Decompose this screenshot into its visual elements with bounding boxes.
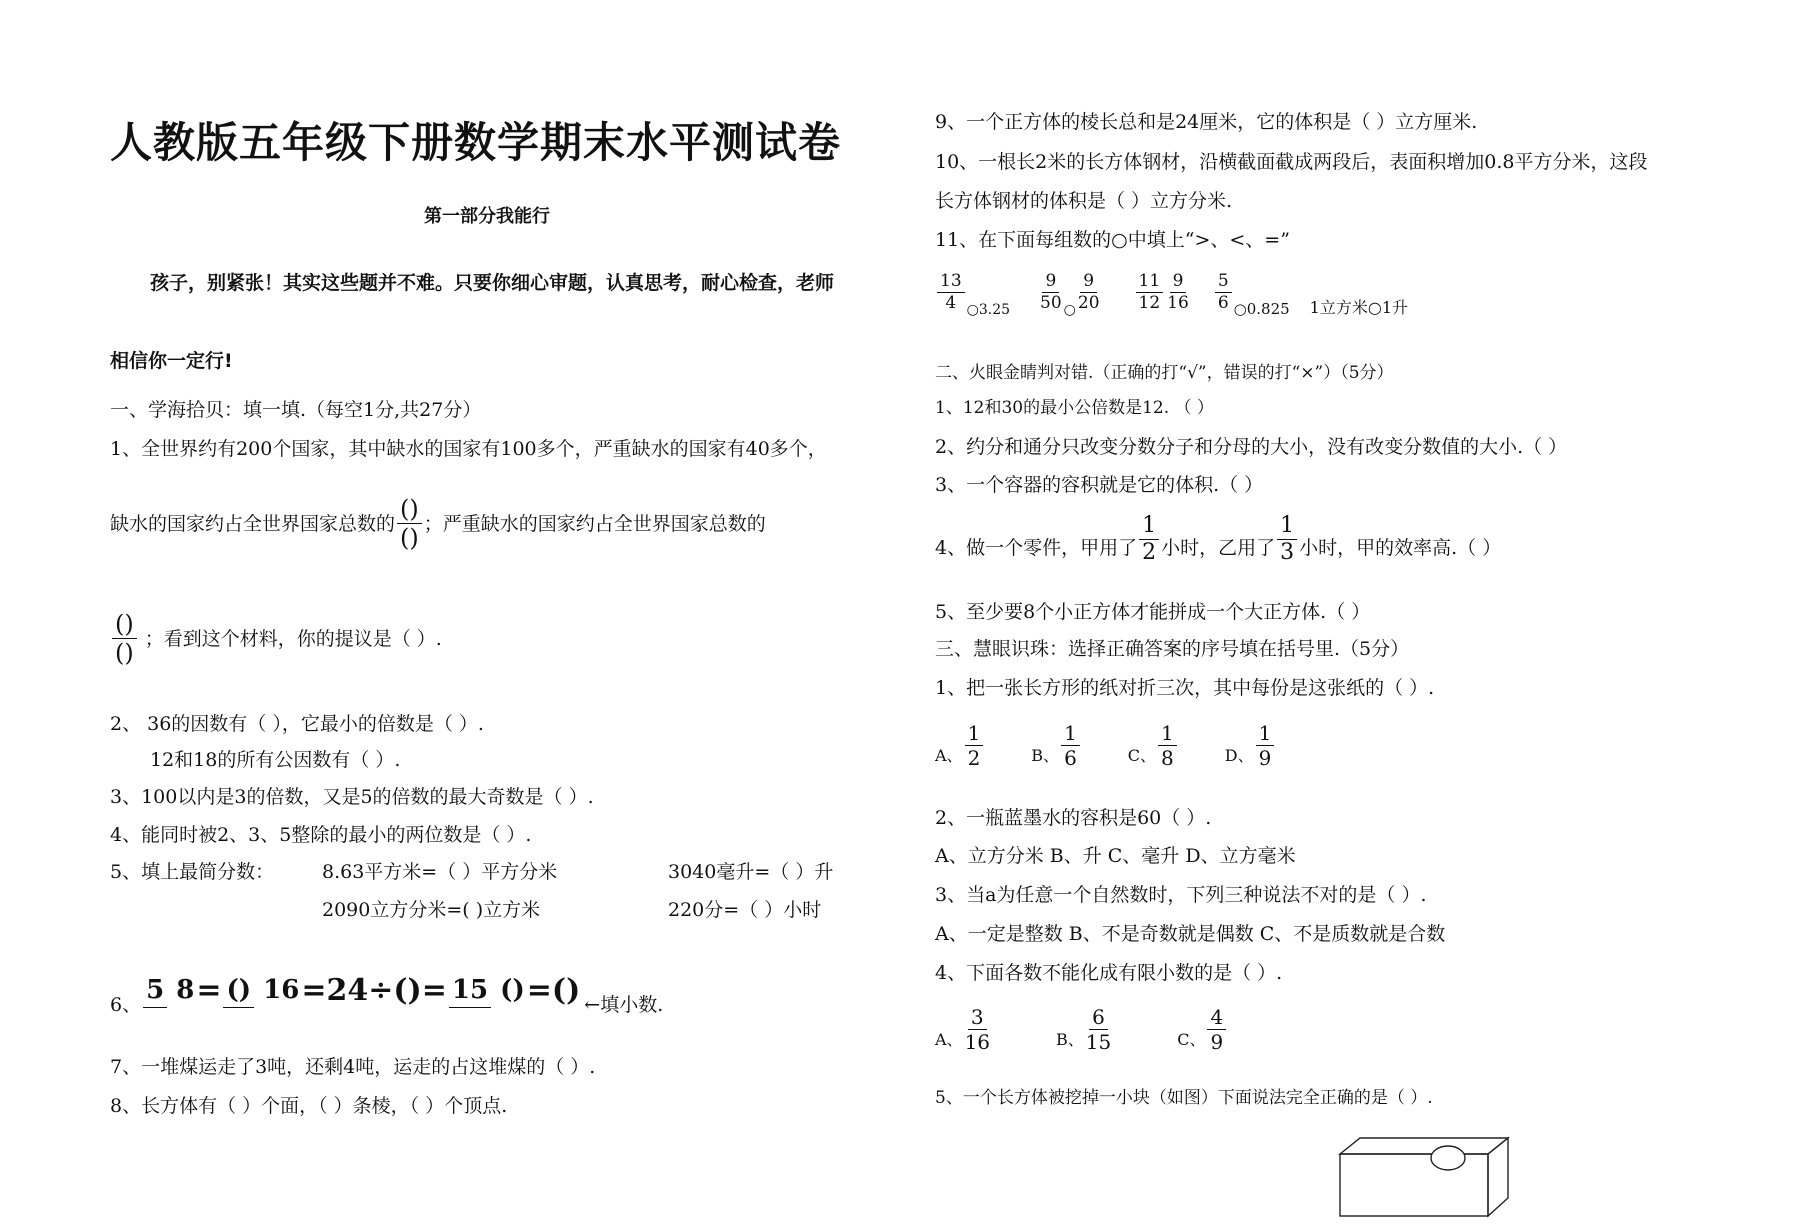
question-9: 9、一个正方体的棱长总和是24厘米，它的体积是（ ）立方厘米. (935, 111, 1478, 133)
option-fraction-num: 6 (1089, 1007, 1108, 1030)
question-7: 7、一堆煤运走了3吨，还剩4吨，运走的占这堆煤的（ ）. (110, 1056, 596, 1078)
s2-q4-fraction-2 (1277, 515, 1297, 564)
question-5-d: 220分=（ ）小时 (668, 899, 822, 921)
option-fraction-num: 1 (1256, 723, 1275, 746)
question-1-line-2 (110, 497, 766, 550)
blank-fraction-num: () (112, 612, 137, 639)
page-title: 人教版五年级下册数学期末水平测试卷 (110, 118, 842, 167)
question-1-text-b: ；严重缺水的国家约占全世界国家总数的 (423, 512, 766, 535)
section-3-q3-options: A、一定是整数 B、不是奇数就是偶数 C、不是质数就是合数 (935, 923, 1446, 945)
q6-f2-num: () (223, 975, 254, 1008)
s3-q4-option (1177, 1007, 1228, 1052)
q6-end: =() (526, 972, 581, 1008)
blank-fraction (397, 497, 422, 550)
part-heading: 第一部分我能行 (424, 206, 550, 227)
question-2-line-2: 12和18的所有公因数有（ ）. (150, 749, 401, 771)
q6-fraction-2 (223, 977, 299, 1003)
q11-fraction-b2 (1077, 270, 1100, 313)
s2-q4-f2-den: 3 (1280, 540, 1295, 565)
s2-q4-f1-num: 1 (1139, 515, 1159, 540)
q6-f2-den: 16 (263, 975, 300, 1005)
section-2-heading: 二、火眼金睛判对错.（正确的打“√”，错误的打“×”）（5分） (935, 363, 1394, 383)
q11-b2-den: 20 (1077, 292, 1100, 313)
option-fraction-num: 1 (1158, 723, 1177, 746)
q11-fraction-d (1215, 270, 1232, 313)
s3-q1-option (935, 723, 985, 768)
section-3-q5: 5、一个长方体被挖掉一小块（如图）下面说法完全正确的是（ ）. (935, 1088, 1433, 1108)
cuboid-side-face (1488, 1138, 1508, 1216)
option-fraction-den: 6 (1064, 746, 1077, 770)
option-fraction-num: 4 (1207, 1007, 1226, 1030)
question-3: 3、100以内是3的倍数，又是5的倍数的最大奇数是（ ）. (110, 786, 594, 808)
option-label: C、 (1177, 1030, 1206, 1049)
q11-fraction-a (937, 270, 965, 313)
option-fraction-num: 3 (968, 1007, 987, 1030)
cuboid-figure (1330, 1132, 1520, 1222)
q11-d-num: 5 (1215, 273, 1232, 293)
section-2-q3: 3、一个容器的容积就是它的体积.（ ） (935, 474, 1264, 496)
question-5-c: 2090立方分米=( )立方米 (322, 899, 541, 921)
q6-fraction-3 (449, 977, 525, 1003)
q11-a-den: 4 (945, 292, 957, 313)
question-6 (110, 955, 663, 1025)
option-fraction (1256, 723, 1275, 768)
question-1-text-a: 缺水的国家约占全世界国家总数的 (110, 512, 396, 535)
q6-f3-den: () (500, 975, 525, 1005)
q11-b1-num: 9 (1042, 273, 1059, 293)
q6-f3-num: 15 (449, 975, 491, 1008)
question-10-line-2: 长方体钢材的体积是（ ）立方分米. (935, 190, 1233, 212)
q11-c1-num: 11 (1136, 273, 1164, 293)
option-fraction-num: 1 (965, 723, 984, 746)
option-label: B、 (1031, 746, 1060, 765)
option-fraction-den: 8 (1161, 746, 1174, 770)
section-3-q2-options: A、立方分米 B、升 C、毫升 D、立方毫米 (935, 845, 1296, 867)
option-fraction (965, 1007, 990, 1052)
question-11-items (935, 266, 1408, 318)
section-3-q4: 4、下面各数不能化成有限小数的是（ ）. (935, 962, 1283, 984)
s2-q4-f1-den: 2 (1142, 540, 1157, 565)
q11-fraction-c2 (1167, 270, 1189, 313)
question-10-line-1: 10、一根长2米的长方体钢材，沿横截面截成两段后，表面积增加0.8平方分米，这段 (935, 151, 1648, 173)
cuboid-cutout (1431, 1146, 1465, 1170)
section-3-q4-options (935, 996, 1255, 1052)
section-3-q1-options (935, 712, 1275, 768)
q6-f1-den: 8 (176, 975, 195, 1005)
question-5-a: 8.63平方米=（ ）平方分米 (322, 861, 558, 883)
blank-fraction (112, 612, 137, 665)
option-fraction-den: 15 (1085, 1030, 1112, 1054)
option-fraction (1207, 1007, 1226, 1052)
q6-equals: = (196, 972, 222, 1008)
q6-fraction-1 (143, 977, 194, 1003)
option-fraction (1158, 723, 1177, 768)
q11-fraction-c1 (1136, 270, 1164, 313)
option-fraction-num: 1 (1061, 723, 1080, 746)
s3-q4-option (1056, 1007, 1113, 1052)
section-2-q4 (935, 508, 1501, 564)
encourage-line-2: 相信你一定行! (110, 350, 233, 372)
s2-q4-text-a: 4、做一个零件，甲用了 (935, 537, 1138, 559)
blank-fraction-num: () (397, 497, 422, 524)
section-3-q3: 3、当a为任意一个自然数时，下列三种说法不对的是（ ）. (935, 884, 1427, 906)
option-fraction (965, 723, 984, 768)
s2-q4-fraction-1 (1139, 515, 1159, 564)
question-4: 4、能同时被2、3、5整除的最小的两位数是（ ）. (110, 824, 532, 846)
s3-q1-option (1128, 723, 1179, 768)
q11-c2-den: 16 (1167, 292, 1189, 313)
section-3-q1: 1、把一张长方形的纸对折三次，其中每份是这张纸的（ ）. (935, 677, 1435, 699)
question-1-line-1: 1、全世界约有200个国家，其中缺水的国家有100多个，严重缺水的国家有40多个， (110, 438, 827, 460)
section-2-q2: 2、约分和通分只改变分数分子和分母的大小，没有改变分数值的大小.（ ） (935, 436, 1568, 458)
s2-q4-f2-num: 1 (1277, 515, 1297, 540)
q11-fraction-b1 (1040, 270, 1062, 313)
q11-a-compare: ○3.25 (966, 302, 1011, 318)
q6-middle: =24÷()= (301, 972, 447, 1008)
q11-d-den: 6 (1217, 292, 1229, 313)
q11-b2-num: 9 (1080, 273, 1097, 293)
section-1-heading: 一、学海拾贝：填一填.（每空1分,共27分） (110, 399, 482, 421)
option-fraction (1061, 723, 1080, 768)
s2-q4-text-b: 小时，乙用了 (1161, 537, 1276, 559)
q11-b1-den: 50 (1040, 292, 1062, 313)
question-5-label: 5、填上最简分数： (110, 861, 275, 883)
q11-c2-num: 9 (1170, 273, 1187, 293)
option-fraction-den: 2 (967, 746, 981, 770)
question-6-label: 6、 (110, 994, 142, 1016)
option-fraction-den: 16 (964, 1030, 991, 1054)
s3-q1-option (1031, 723, 1082, 768)
option-fraction (1086, 1007, 1111, 1052)
question-8: 8、长方体有（ ）个面，（ ）条棱，（ ）个顶点. (110, 1095, 508, 1117)
cuboid-top-face (1340, 1138, 1508, 1154)
blank-fraction-den: () (400, 524, 419, 552)
option-label: D、 (1224, 746, 1254, 765)
s3-q1-option (1225, 723, 1277, 768)
blank-fraction-den: () (115, 639, 134, 667)
section-2-q1: 1、12和30的最小公倍数是12. （ ） (935, 398, 1214, 418)
option-label: C、 (1127, 746, 1157, 765)
encourage-line-1: 孩子，别紧张！其实这些题并不难。只要你细心审题，认真思考，耐心检查，老师 (150, 272, 835, 294)
s3-q4-option (935, 1007, 992, 1052)
q6-f1-num: 5 (143, 975, 167, 1008)
q11-c1-den: 12 (1138, 292, 1161, 313)
option-label: B、 (1056, 1030, 1084, 1049)
option-label: A、 (935, 746, 963, 765)
option-fraction-den: 9 (1258, 746, 1272, 770)
q6-tail: ←填小数. (584, 994, 664, 1016)
cuboid-front-face (1340, 1154, 1488, 1216)
question-1-text-c: ；看到这个材料，你的提议是（ ）. (144, 627, 442, 650)
q11-b-compare: ○ (1063, 302, 1076, 318)
question-1-line-3 (110, 612, 442, 665)
q11-e: 1立方米○1升 (1309, 298, 1408, 317)
s2-q4-text-c: 小时，甲的效率高.（ ） (1299, 537, 1502, 559)
section-3-heading: 三、慧眼识珠：选择正确答案的序号填在括号里.（5分） (935, 638, 1410, 660)
option-label: A、 (935, 1030, 963, 1049)
q11-a-num: 13 (937, 273, 965, 293)
section-2-q5: 5、至少要8个小正方体才能拼成一个大正方体.（ ） (935, 601, 1371, 623)
question-11: 11、在下面每组数的○中填上“>、<、=” (935, 229, 1290, 251)
section-3-q2: 2、一瓶蓝墨水的容积是60（ ）. (935, 807, 1212, 829)
question-5-b: 3040毫升=（ ）升 (668, 861, 834, 883)
option-fraction-den: 9 (1210, 1030, 1224, 1054)
question-2-line-1: 2、 36的因数有（ ），它最小的倍数是（ ）. (110, 713, 484, 735)
q11-d-compare: ○0.825 (1233, 300, 1290, 318)
